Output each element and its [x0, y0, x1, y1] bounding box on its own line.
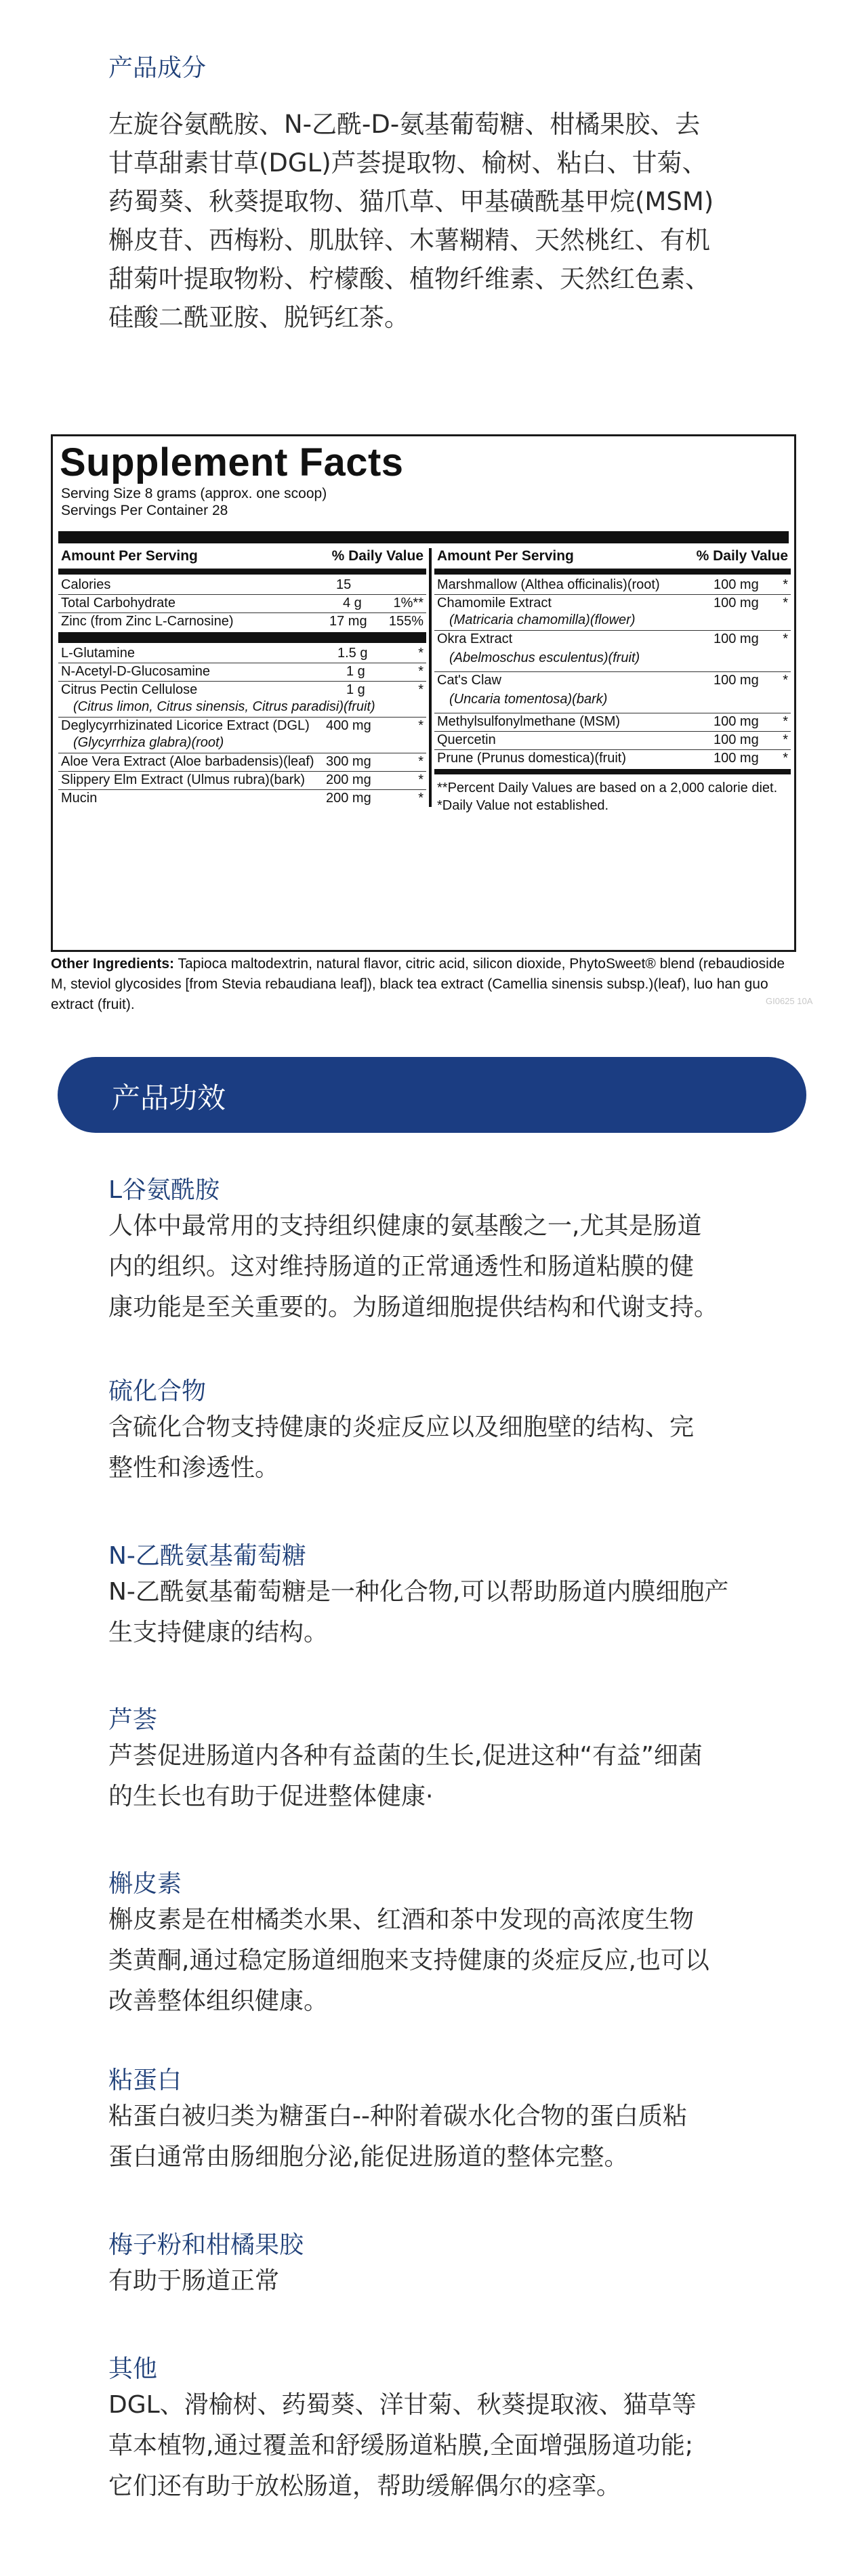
fact-dv: *	[783, 751, 788, 766]
fact-dv: *	[783, 596, 788, 610]
benefit-line: DGL、滑榆树、药蜀葵、洋甘菊、秋葵提取液、猫草等	[108, 2391, 697, 2419]
fact-amount: 1 g	[346, 664, 365, 679]
supplement-facts-title: Supplement Facts	[60, 440, 404, 484]
fact-dv: 1%**	[393, 596, 424, 610]
fact-dv: *	[783, 577, 788, 592]
fact-amount: 100 mg	[714, 732, 759, 747]
fact-row	[58, 577, 426, 595]
benefit-line: 芦荟促进肠道内各种有益菌的生长,促进这种“有益”细菌	[108, 1742, 703, 1770]
footnote-not-established: *Daily Value not established.	[437, 798, 609, 813]
fact-amount: 300 mg	[326, 754, 371, 769]
fact-amount: 200 mg	[326, 772, 371, 787]
benefit-line: 生支持健康的结构。	[108, 1619, 329, 1646]
fact-row	[58, 790, 426, 808]
ingredients-line: 甘草甜素甘草(DGL)芦荟提取物、榆树、粘白、甘菊、	[108, 148, 707, 178]
fact-row	[58, 753, 426, 772]
benefits-banner	[58, 1057, 806, 1133]
fact-amount: 100 mg	[714, 751, 759, 766]
benefit-line: 整性和渗透性。	[108, 1454, 280, 1482]
fact-name: Marshmallow (Althea officinalis)(root)	[437, 577, 660, 592]
fact-row	[58, 682, 426, 718]
fact-row	[58, 772, 426, 790]
fact-name-sub: (Glycyrrhiza glabra)(root)	[73, 735, 224, 750]
ingredients-text	[108, 105, 786, 337]
benefit-text	[108, 2096, 786, 2178]
fact-name: Cat's Claw	[437, 673, 501, 688]
fact-dv: 155%	[388, 614, 424, 629]
benefit-line: 人体中最常用的支持组织健康的氨基酸之一,尤其是肠道	[108, 1212, 702, 1240]
fact-amount: 200 mg	[326, 791, 371, 806]
right-column	[434, 548, 791, 900]
header-amount-label: Amount Per Serving	[437, 548, 574, 564]
fact-row	[58, 663, 426, 682]
fact-row	[434, 672, 791, 713]
fact-dv: *	[418, 772, 424, 787]
fact-dv: *	[418, 664, 424, 679]
ingredients-line: 槲皮苷、西梅粉、肌肽锌、木薯糊精、天然桃红、有机	[108, 226, 710, 255]
benefit-heading: 其他	[108, 2355, 158, 2383]
benefit-text	[108, 1407, 786, 1489]
fact-row	[58, 595, 426, 613]
benefit-heading: 芦荟	[108, 1706, 158, 1734]
fact-amount: 100 mg	[714, 673, 759, 688]
fact-row	[434, 577, 791, 595]
fact-row	[434, 595, 791, 631]
fact-row	[58, 645, 426, 663]
benefit-line: 改善整体组织健康。	[108, 1987, 329, 2015]
right-header-rule	[434, 569, 791, 575]
fact-name: Okra Extract	[437, 631, 513, 646]
fact-amount: 1.5 g	[337, 646, 368, 661]
benefit-line: 康功能是至关重要的。为肠道细胞提供结构和代谢支持。	[108, 1293, 719, 1321]
serving-size: Serving Size 8 grams (approx. one scoop)	[61, 486, 327, 501]
fact-name: Aloe Vera Extract (Aloe barbadensis)(leaf)	[61, 754, 314, 769]
benefit-line: 槲皮素是在柑橘类水果、红酒和茶中发现的高浓度生物	[108, 1906, 695, 1934]
fact-row	[58, 613, 426, 631]
fact-name-sub: (Uncaria tomentosa)(bark)	[449, 692, 608, 707]
benefit-line: 草本植物,通过覆盖和舒缓肠道粘膜,全面增强肠道功能;	[108, 2432, 694, 2459]
benefit-text	[108, 1900, 786, 2022]
footnote-percent: **Percent Daily Values are based on a 2,000 calorie diet.	[437, 781, 778, 795]
fact-name: Deglycyrrhizinated Licorice Extract (DGL)	[61, 718, 310, 733]
left-header	[58, 548, 426, 569]
benefit-text	[108, 2261, 786, 2302]
fact-amount: 15	[336, 577, 352, 592]
other-ingredients-label: Other Ingredients:	[51, 956, 175, 972]
fact-name: Citrus Pectin Cellulose	[61, 682, 198, 697]
benefit-line: N-乙酰氨基葡萄糖是一种化合物,可以帮助肠道内膜细胞产	[108, 1578, 729, 1606]
ingredients-line: 药蜀葵、秋葵提取物、猫爪草、甲基磺酰基甲烷(MSM)	[108, 187, 714, 216]
fact-name-sub: (Citrus limon, Citrus sinensis, Citrus paradisi)(fruit)	[73, 699, 375, 714]
header-amount-label: Amount Per Serving	[61, 548, 198, 564]
fact-row	[434, 732, 791, 750]
left-header-rule	[58, 569, 426, 575]
left-mid-rule	[58, 632, 426, 643]
fact-name: Slippery Elm Extract (Ulmus rubra)(bark)	[61, 772, 306, 787]
product-code: GI0625 10A	[766, 996, 813, 1006]
benefit-line: 粘蛋白被归类为糖蛋白--种附着碳水化合物的蛋白质粘	[108, 2102, 687, 2130]
fact-amount: 17 mg	[329, 614, 367, 629]
fact-name: Methylsulfonylmethane (MSM)	[437, 714, 621, 729]
fact-amount: 4 g	[343, 596, 362, 610]
fact-amount: 100 mg	[714, 596, 759, 610]
fact-name: Calories	[61, 577, 111, 592]
benefit-heading: 硫化合物	[108, 1377, 207, 1405]
fact-amount: 100 mg	[714, 631, 759, 646]
fact-dv: *	[783, 714, 788, 729]
fact-amount: 400 mg	[326, 718, 371, 733]
fact-name: Mucin	[61, 791, 98, 806]
ingredients-heading: 产品成分	[108, 54, 207, 82]
benefit-line: 蛋白通常由肠细胞分泌,能促进肠道的整体完整。	[108, 2143, 629, 2171]
fact-dv: *	[418, 718, 424, 733]
benefit-text	[108, 1572, 786, 1653]
servings-per-container: Servings Per Container 28	[61, 503, 228, 518]
header-dv-label: % Daily Value	[696, 548, 788, 564]
benefit-heading: N-乙酰氨基葡萄糖	[108, 1542, 306, 1570]
fact-row	[434, 713, 791, 732]
benefits-banner-title: 产品功效	[112, 1081, 226, 1115]
benefit-text	[108, 1206, 786, 1328]
fact-name-sub: (Matricaria chamomilla)(flower)	[449, 612, 636, 627]
fact-name: Total Carbohydrate	[61, 596, 175, 610]
benefit-text	[108, 2385, 786, 2507]
fact-dv: *	[418, 754, 424, 769]
fact-name: L-Glutamine	[61, 646, 135, 661]
fact-dv: *	[418, 682, 424, 697]
top-thick-rule	[58, 531, 789, 543]
benefit-line: 它们还有助于放松肠道，帮助缓解偶尔的痉挛。	[108, 2472, 621, 2500]
fact-amount: 100 mg	[714, 714, 759, 729]
fact-name: N-Acetyl-D-Glucosamine	[61, 664, 211, 679]
benefit-heading: 粘蛋白	[108, 2066, 182, 2094]
fact-amount: 1 g	[346, 682, 365, 697]
fact-name: Chamomile Extract	[437, 596, 552, 610]
fact-name: Quercetin	[437, 732, 496, 747]
fact-name-sub: (Abelmoschus esculentus)(fruit)	[449, 650, 640, 665]
fact-name: Zinc (from Zinc L-Carnosine)	[61, 614, 234, 629]
fact-row	[58, 718, 426, 753]
fact-name: Prune (Prunus domestica)(fruit)	[437, 751, 626, 766]
fact-dv: *	[418, 646, 424, 661]
fact-dv: *	[418, 791, 424, 806]
fact-amount: 100 mg	[714, 577, 759, 592]
benefit-text	[108, 1736, 786, 1817]
ingredients-line: 甜菊叶提取物粉、柠檬酸、植物纤维素、天然红色素、	[108, 264, 710, 293]
benefit-line: 含硫化合物支持健康的炎症反应以及细胞壁的结构、完	[108, 1413, 695, 1441]
fact-row	[434, 631, 791, 672]
ingredients-line: 左旋谷氨酰胺、N-乙酰-D-氨基葡萄糖、柑橘果胶、去	[108, 110, 701, 139]
column-divider	[429, 548, 432, 807]
header-dv-label: % Daily Value	[331, 548, 424, 564]
benefit-heading: 槲皮素	[108, 1870, 182, 1898]
ingredients-line: 硅酸二酰亚胺、脱钙红茶。	[108, 303, 409, 332]
benefit-heading: L谷氨酰胺	[108, 1176, 220, 1204]
benefit-line: 的生长也有助于促进整体健康·	[108, 1783, 434, 1810]
fact-dv: *	[783, 631, 788, 646]
fact-dv: *	[783, 732, 788, 747]
benefit-line: 类黄酮,通过稳定肠道细胞来支持健康的炎症反应,也可以	[108, 1947, 709, 1974]
other-ingredients	[51, 954, 803, 1015]
benefit-line: 内的组织。这对维持肠道的正常通透性和肠道粘膜的健	[108, 1253, 695, 1281]
fact-row	[434, 750, 791, 768]
right-bottom-rule	[434, 769, 791, 774]
supplement-facts-panel	[51, 434, 796, 952]
left-column	[58, 548, 426, 900]
benefit-heading: 梅子粉和柑橘果胶	[108, 2231, 304, 2259]
fact-dv: *	[783, 673, 788, 688]
benefit-line: 有助于肠道正常	[108, 2267, 280, 2295]
right-header	[434, 548, 791, 569]
other-ingredients-text: Tapioca maltodextrin, natural flavor, citric acid, silicon dioxide, PhytoSweet® blend (rebaudioside M, steviol glycosides [from Stevia rebaudiana leaf]), black tea extract (Camellia sinensis subsp.)(leaf), luo han guo extract (fruit).	[51, 956, 785, 1012]
